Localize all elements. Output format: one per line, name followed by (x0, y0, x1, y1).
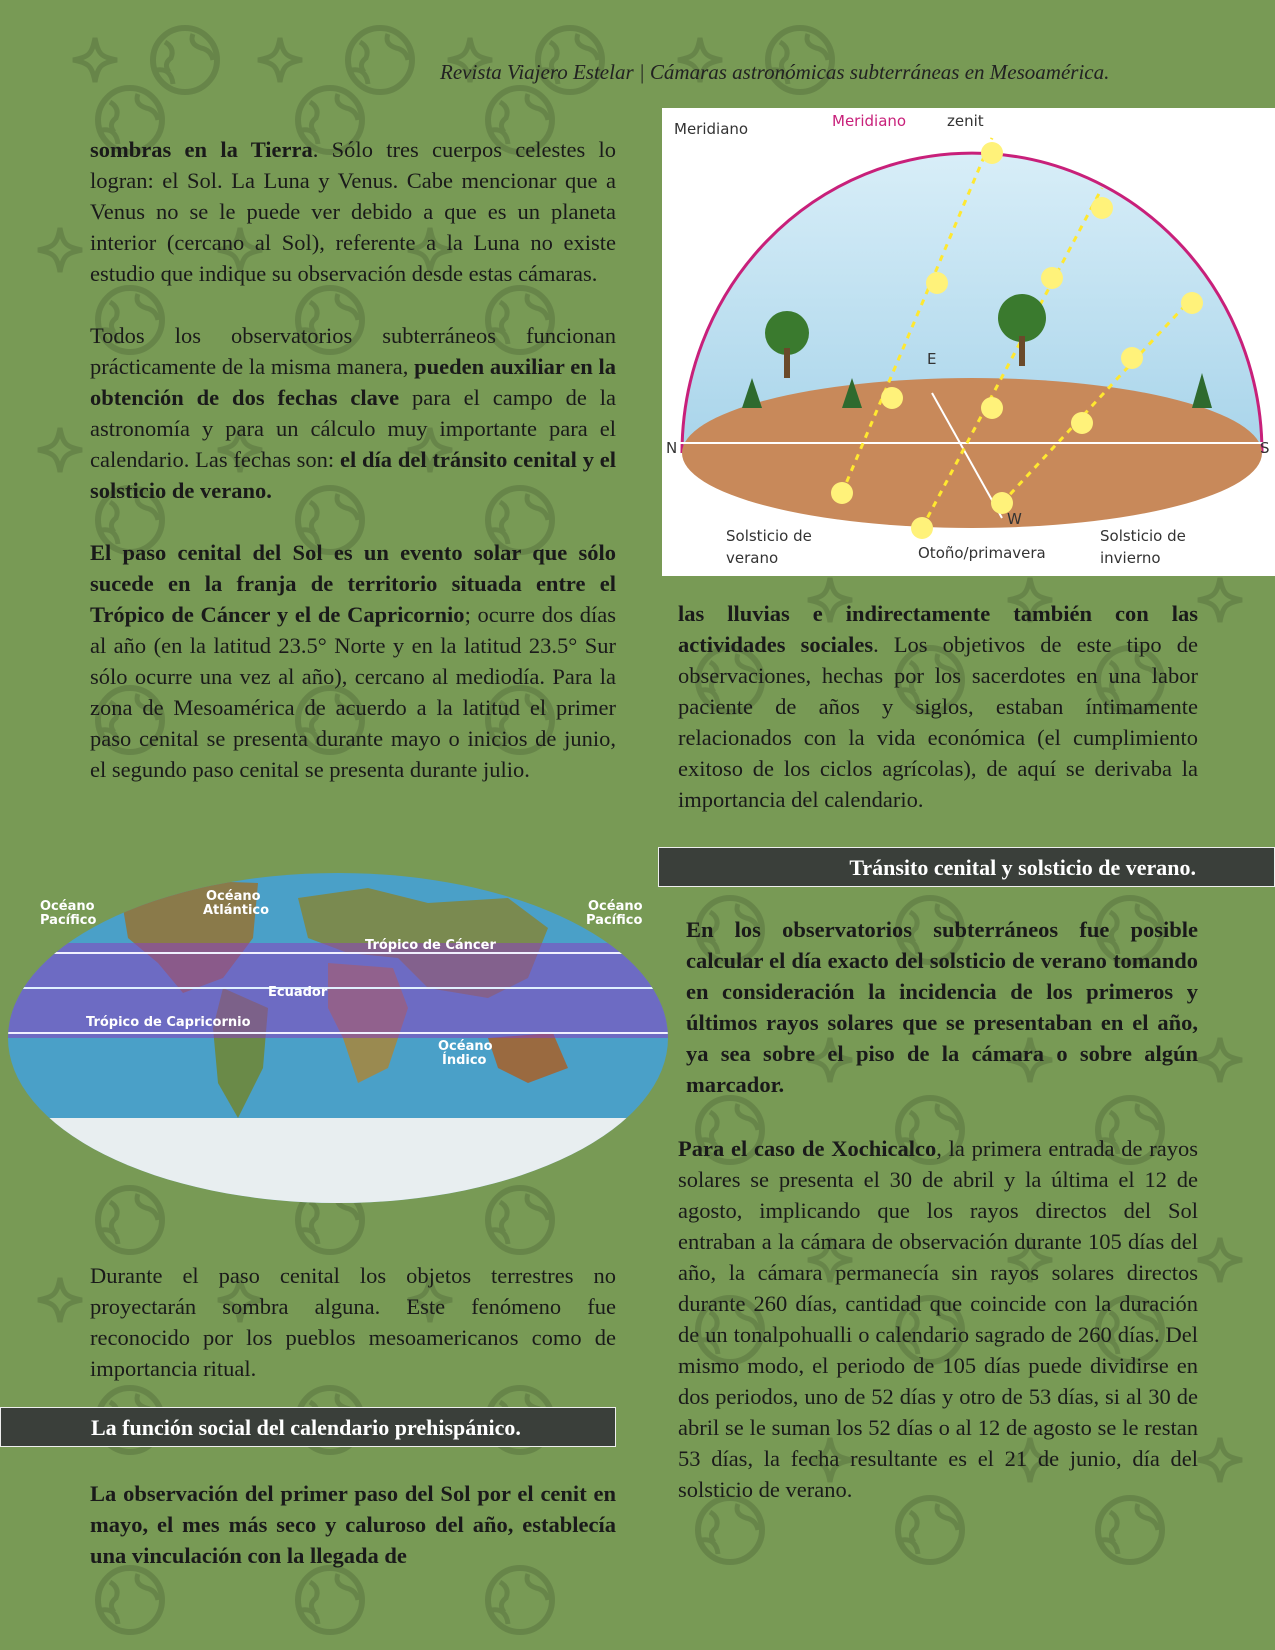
sun-path-diagram (662, 108, 1275, 576)
right-column-final (678, 1133, 1198, 1505)
label-meridiano-black: Meridiano (674, 120, 749, 138)
label-oceano-atlantico: Océano Atlántico (203, 889, 270, 918)
running-header: Revista Viajero Estelar | Cámaras astronómicas subterráneas en Mesoamérica. (440, 60, 1110, 84)
paragraph: Durante el paso cenital los objetos terrestres no proyectarán sombra alguna. Este fenómeno fue reconocido por los pueblos mesoamericanos como de importancia ritual. (90, 1263, 616, 1381)
label-solsticio-verano: Solsticio de verano (726, 527, 812, 567)
paragraph (90, 320, 616, 506)
label-e: E (927, 350, 937, 368)
right-column-bottom (686, 914, 1198, 1100)
label-meridiano-pink: Meridiano (832, 112, 907, 130)
paragraph (678, 1133, 1198, 1505)
text: . Sólo tres cuerpos celestes lo logran: el Sol. La Luna y Venus. Cabe mencionar que a Venus no se le puede ver debido a que es un planeta interior (cercano al Sol), referente a la Luna no existe estudio que indique su observación desde estas cámaras. (90, 137, 616, 286)
label-oceano-pacifico-w: Océano Pacífico (40, 899, 97, 928)
bold-text: pueden auxiliar en la obtención de dos fechas clave (90, 354, 616, 410)
text: , la primera entrada de rayos solares se presenta el 30 de abril y la última el 12 de agosto, implicando que los rayos directos del Sol entraban a la cámara de observación durante 105 días del año, la cámara permanecía sin rayos solares directos durante 260 días, cantidad que coincide con la duración de un tonalpohualli o calendario sagrado de 260 días. Del mismo modo, el periodo de 105 días puede dividirse en dos periodos, uno de 52 días y otro de 53 días, si al 30 de abril se le suman los 52 días o al 12 de agosto se le restan 53 días, la fecha resultante es el 21 de junio, día del solsticio de verano. (678, 1136, 1199, 1502)
paragraph (686, 914, 1198, 1100)
text: para el campo de la astronomía y para un cálculo muy importante para el calendario. Las fechas son: (90, 385, 616, 472)
label-n: N (666, 439, 678, 457)
label-s: S (1260, 439, 1270, 457)
section-heading-transito-cenital (658, 847, 1275, 887)
left-column-top (90, 134, 616, 785)
label-zenit: zenit (947, 112, 984, 130)
label-solsticio-invierno: Solsticio de invierno (1100, 527, 1186, 567)
left-column-bottom (90, 1260, 616, 1384)
label-tropico-cancer: Trópico de Cáncer (365, 938, 496, 953)
bold-text: La observación del primer paso del Sol por el cenit en mayo, el mes más seco y caluroso del año, establecía una vinculación con la llegada de (90, 1481, 616, 1568)
tropics-world-map (8, 868, 668, 1203)
section-heading-funcion-social (0, 1407, 616, 1447)
bold-text: el día del tránsito cenital y el solsticio de verano. (90, 447, 616, 503)
paragraph (678, 598, 1198, 815)
bold-text: sombras en la Tierra (90, 137, 313, 162)
text: ; ocurre dos días al año (en la latitud 23.5° Norte y en la latitud 23.5° Sur sólo ocurre una vez al año), cercano al mediodía. Para la zona de Mesoamérica de acuerdo a la latitud el primer paso cenital se presenta durante mayo o inicios de junio, el segundo paso cenital se presenta durante julio. (90, 602, 616, 782)
label-ecuador: Ecuador (268, 985, 328, 1000)
label-tropico-capricornio: Trópico de Capricornio (86, 1015, 251, 1030)
bold-text: Para el caso de Xochicalco (678, 1136, 937, 1161)
paragraph (90, 1478, 616, 1571)
bold-text: las lluvias e indirectamente también con las actividades sociales (678, 601, 1198, 657)
left-column-final (90, 1478, 616, 1571)
label-otono-primavera: Otoño/primavera (918, 544, 1046, 562)
paragraph (90, 537, 616, 785)
bold-text: En los observatorios subterráneos fue posible calcular el día exacto del solsticio de verano tomando en consideración la incidencia de los primeros y últimos rayos solares que se presentaban en el año, ya sea sobre el piso de la cámara o sobre algún marcador. (686, 917, 1198, 1097)
label-oceano-indico: Océano Índico (438, 1039, 493, 1068)
bold-text: El paso cenital del Sol es un evento solar que sólo sucede en la franja de territorio situada entre el Trópico de Cáncer y el de Capricornio (90, 540, 616, 627)
section-heading-text: La función social del calendario prehispánico. (91, 1415, 521, 1440)
section-heading-text: Tránsito cenital y solsticio de verano. (849, 855, 1196, 880)
paragraph (90, 134, 616, 289)
right-column-top (678, 598, 1198, 815)
label-w: W (1007, 510, 1022, 528)
label-oceano-pacifico-e: Océano Pacífico (586, 899, 643, 928)
text: Todos los observatorios subterráneos funcionan prácticamente de la misma manera, (90, 323, 616, 379)
text: . Los objetivos de este tipo de observaciones, hechas por los sacerdotes en una labor paciente de años y siglos, estaban íntimamente relacionados con la vida económica (el cumplimiento exitoso de los ciclos agrícolas), de aquí se derivaba la importancia del calendario. (678, 632, 1198, 812)
